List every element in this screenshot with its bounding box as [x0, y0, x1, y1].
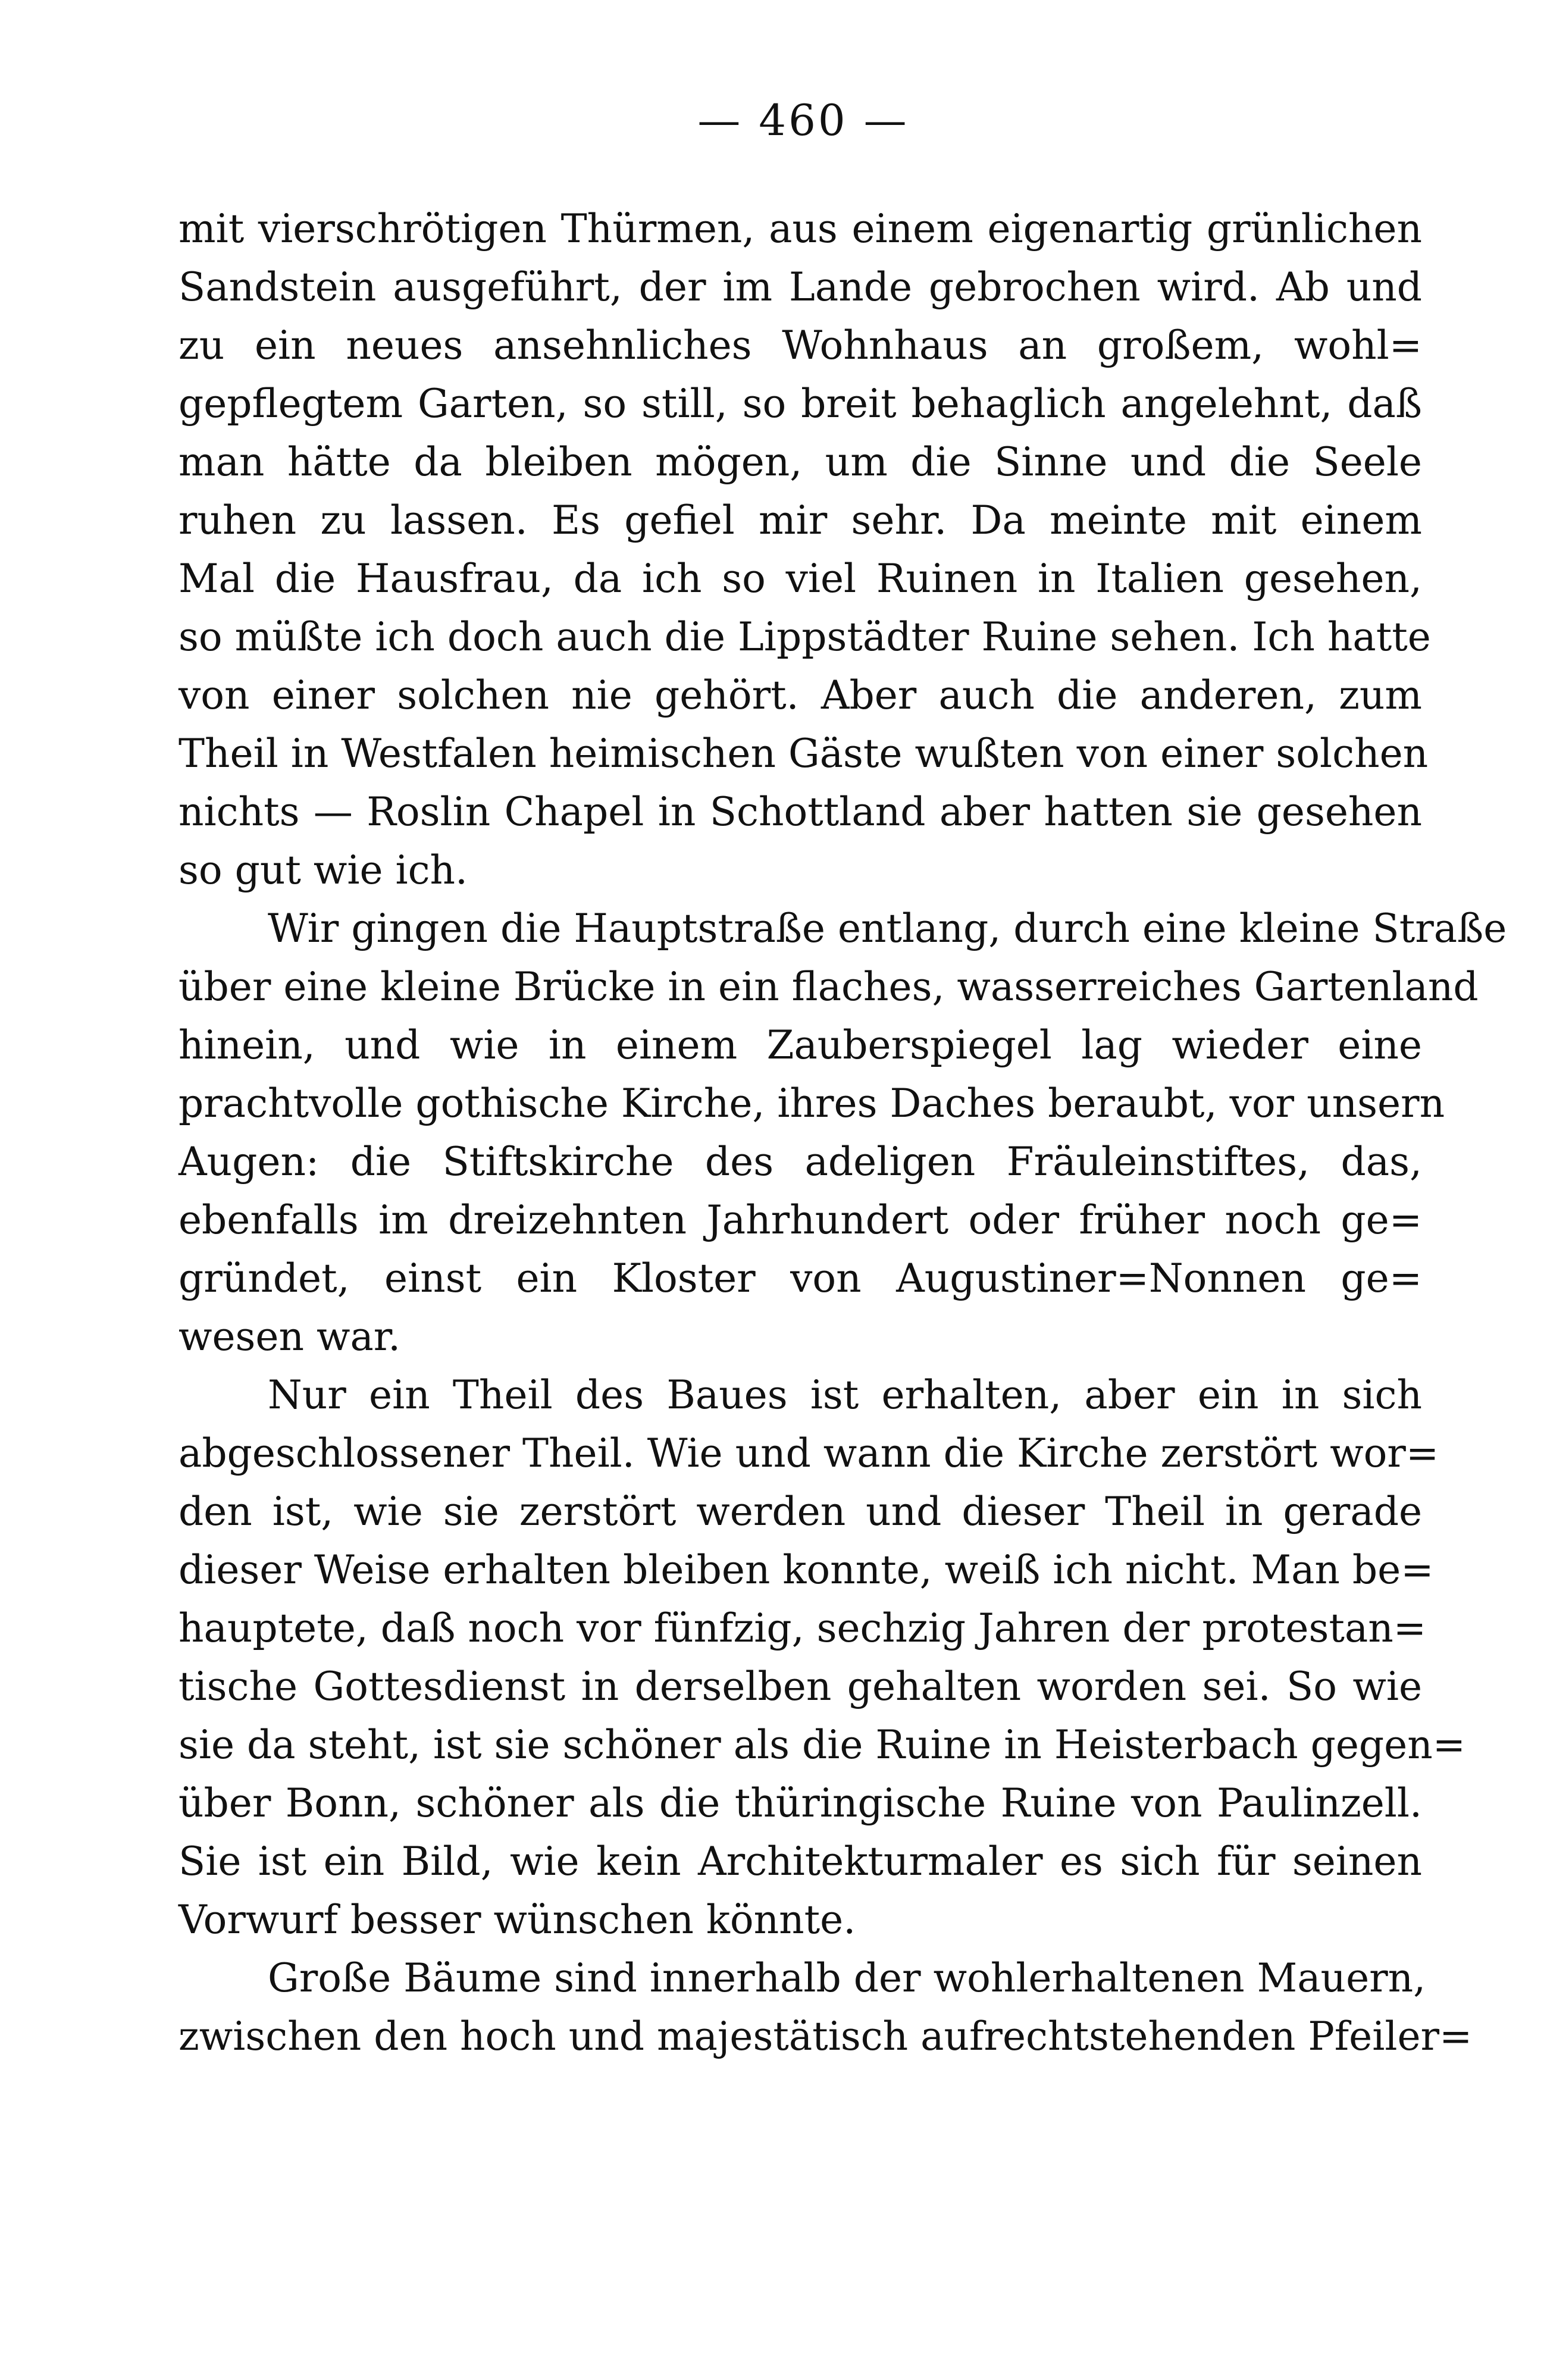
text-line: Augen: die Stiftskirche des adeligen Fräuleinstiftes, das, [178, 1139, 1422, 1185]
text-line: so gut wie ich. [178, 847, 468, 893]
text-line: zu ein neues ansehnliches Wohnhaus an großem, wohl= [178, 322, 1422, 368]
text-line: dieser Weise erhalten bleiben konnte, weiß ich nicht. Man be= [178, 1547, 1434, 1593]
text-line: zwischen den hoch und majestätisch aufrechtstehenden Pfeiler= [178, 2013, 1473, 2059]
text-line: Große Bäume sind innerhalb der wohlerhaltenen Mauern, [268, 1955, 1426, 2001]
text-line: Theil in Westfalen heimischen Gäste wußten von einer solchen [178, 731, 1429, 776]
text-line: man hätte da bleiben mögen, um die Sinne und die Seele [178, 439, 1422, 485]
text-line: ebenfalls im dreizehnten Jahrhundert oder früher noch ge= [178, 1197, 1422, 1243]
text-line: Wir gingen die Hauptstraße entlang, durch eine kleine Straße [268, 906, 1507, 951]
text-line: den ist, wie sie zerstört werden und dieser Theil in gerade [178, 1489, 1422, 1535]
text-line: von einer solchen nie gehört. Aber auch die anderen, zum [178, 672, 1422, 718]
text-line: hinein, und wie in einem Zauberspiegel lag wieder eine [178, 1022, 1422, 1068]
text-line: so müßte ich doch auch die Lippstädter Ruine sehen. Ich hatte [178, 614, 1431, 660]
text-line: nichts — Roslin Chapel in Schottland aber hatten sie gesehen [178, 789, 1422, 835]
text-line: Sie ist ein Bild, wie kein Architekturmaler es sich für seinen [178, 1839, 1422, 1884]
text-line: gründet, einst ein Kloster von Augustiner=Nonnen ge= [178, 1255, 1422, 1301]
text-line: prachtvolle gothische Kirche, ihres Daches beraubt, vor unsern [178, 1081, 1445, 1126]
text-line: Sandstein ausgeführt, der im Lande gebrochen wird. Ab und [178, 264, 1422, 310]
text-line: über Bonn, schöner als die thüringische Ruine von Paulinzell. [178, 1780, 1422, 1826]
text-line: gepflegtem Garten, so still, so breit behaglich angelehnt, daß [178, 381, 1422, 427]
text-line: Nur ein Theil des Baues ist erhalten, aber ein in sich [268, 1372, 1422, 1418]
text-line: wesen war. [178, 1314, 401, 1360]
text-line: ruhen zu lassen. Es gefiel mir sehr. Da meinte mit einem [178, 497, 1422, 543]
text-line: abgeschlossener Theil. Wie und wann die Kirche zerstört wor= [178, 1430, 1439, 1476]
text-line: über eine kleine Brücke in ein flaches, wasserreiches Gartenland [178, 964, 1479, 1010]
text-line: Mal die Hausfrau, da ich so viel Ruinen in Italien gesehen, [178, 556, 1422, 602]
page-number: — 460 — [697, 95, 909, 145]
text-line: tische Gottesdienst in derselben gehalten worden sei. So wie [178, 1664, 1422, 1709]
body-text [178, 200, 1507, 2066]
text-line: sie da steht, ist sie schöner als die Ruine in Heisterbach gegen= [178, 1722, 1466, 1768]
text-line: mit vierschrötigen Thürmen, aus einem eigenartig grünlichen [178, 206, 1422, 252]
text-line: Vorwurf besser wünschen könnte. [178, 1897, 856, 1943]
text-line: hauptete, daß noch vor fünfzig, sechzig Jahren der protestan= [178, 1605, 1427, 1651]
